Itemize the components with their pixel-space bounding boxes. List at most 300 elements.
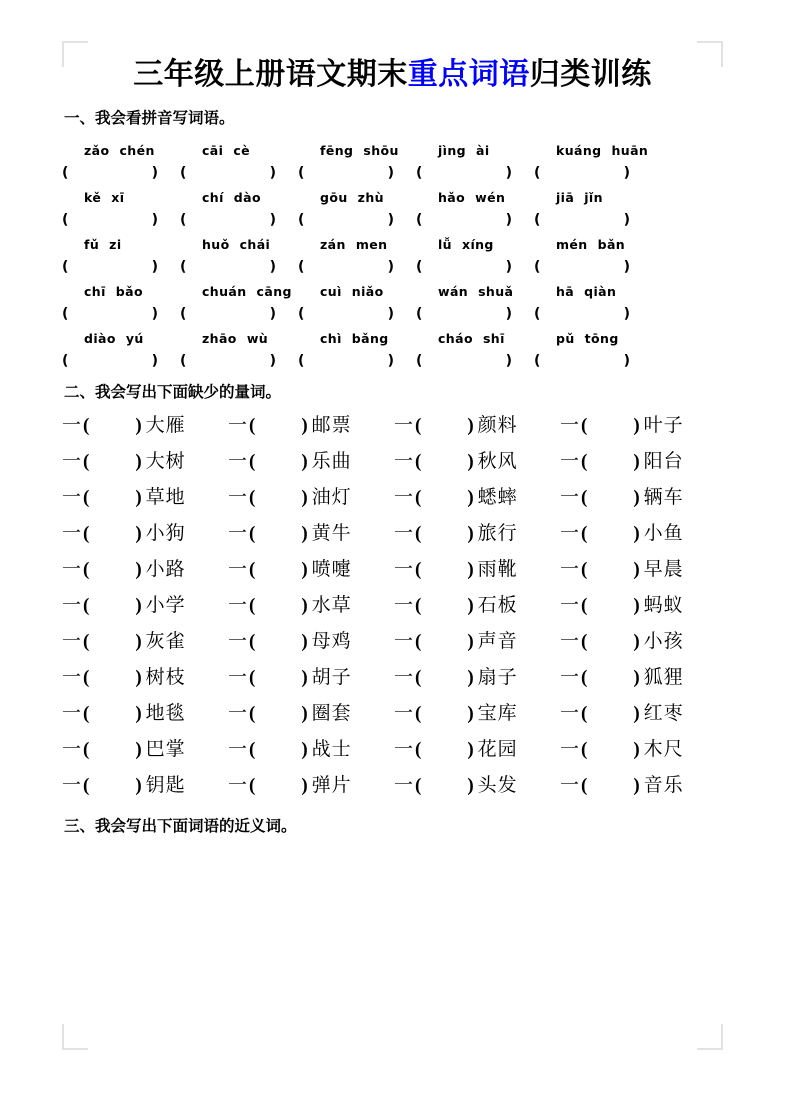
blank-paren-close: ) bbox=[301, 774, 308, 796]
measure-word-item[interactable] bbox=[560, 769, 726, 803]
numeral-one: 一 bbox=[560, 738, 580, 760]
blank-paren-close: ) bbox=[633, 450, 640, 472]
numeral-one: 一 bbox=[62, 558, 82, 580]
measure-word-noun: 红枣 bbox=[643, 702, 684, 724]
answer-bracket-field[interactable] bbox=[534, 259, 652, 275]
blank-paren-open: ( bbox=[249, 522, 256, 544]
answer-bracket-field[interactable] bbox=[62, 306, 180, 322]
pinyin-syllable: ài bbox=[476, 142, 490, 158]
blank-paren-close: ) bbox=[301, 630, 308, 652]
bracket-close: ) bbox=[387, 352, 394, 369]
blank-paren-open: ( bbox=[581, 738, 588, 760]
numeral-one: 一 bbox=[228, 486, 248, 508]
bracket-close: ) bbox=[151, 352, 158, 369]
measure-word-item[interactable] bbox=[228, 589, 394, 623]
bracket-close: ) bbox=[387, 164, 394, 181]
numeral-one: 一 bbox=[228, 666, 248, 688]
measure-word-item[interactable] bbox=[560, 733, 726, 767]
blank-paren-close: ) bbox=[135, 702, 142, 724]
title-text-highlight: 重点词语 bbox=[407, 58, 530, 91]
blank-paren-open: ( bbox=[415, 630, 422, 652]
measure-word-noun: 颜料 bbox=[477, 414, 518, 436]
blank-paren-close: ) bbox=[467, 666, 474, 688]
blank-paren-close: ) bbox=[633, 702, 640, 724]
bracket-open: ( bbox=[298, 164, 305, 181]
numeral-one: 一 bbox=[394, 594, 414, 616]
measure-word-row bbox=[62, 625, 723, 659]
measure-word-row bbox=[62, 661, 723, 695]
measure-word-item[interactable] bbox=[394, 661, 560, 695]
blank-paren-close: ) bbox=[301, 450, 308, 472]
measure-word-noun: 邮票 bbox=[311, 414, 352, 436]
answer-bracket-field[interactable] bbox=[298, 353, 416, 369]
pinyin-syllable: chí bbox=[202, 189, 224, 205]
measure-word-exercise-block bbox=[62, 409, 723, 803]
bracket-open: ( bbox=[534, 305, 541, 322]
answer-bracket-field[interactable] bbox=[298, 165, 416, 181]
numeral-one: 一 bbox=[62, 774, 82, 796]
measure-word-item[interactable] bbox=[62, 769, 228, 803]
measure-word-noun: 花园 bbox=[477, 738, 518, 760]
answer-bracket-field[interactable] bbox=[62, 165, 180, 181]
blank-paren-close: ) bbox=[135, 450, 142, 472]
measure-word-item[interactable] bbox=[228, 769, 394, 803]
numeral-one: 一 bbox=[560, 594, 580, 616]
blank-paren-close: ) bbox=[467, 486, 474, 508]
blank-paren-open: ( bbox=[415, 486, 422, 508]
blank-paren-close: ) bbox=[467, 414, 474, 436]
measure-word-noun: 辆车 bbox=[643, 486, 684, 508]
blank-paren-close: ) bbox=[633, 414, 640, 436]
numeral-one: 一 bbox=[62, 666, 82, 688]
measure-word-noun: 小鱼 bbox=[643, 522, 684, 544]
blank-paren-close: ) bbox=[135, 486, 142, 508]
measure-word-item[interactable] bbox=[228, 409, 394, 443]
blank-paren-close: ) bbox=[633, 558, 640, 580]
measure-word-item[interactable] bbox=[62, 517, 228, 551]
answer-bracket-field[interactable] bbox=[180, 259, 298, 275]
measure-word-noun: 乐曲 bbox=[311, 450, 352, 472]
pinyin-prompt bbox=[202, 284, 320, 299]
title-text-before: 三年级上册语文期末 bbox=[133, 58, 408, 91]
measure-word-noun: 秋风 bbox=[477, 450, 518, 472]
bracket-close: ) bbox=[387, 305, 394, 322]
blank-paren-close: ) bbox=[467, 702, 474, 724]
pinyin-syllable: cuì bbox=[320, 283, 342, 299]
measure-word-item[interactable] bbox=[62, 481, 228, 515]
blank-paren-open: ( bbox=[249, 774, 256, 796]
measure-word-item[interactable] bbox=[62, 661, 228, 695]
pinyin-prompt bbox=[84, 237, 202, 252]
measure-word-item[interactable] bbox=[228, 445, 394, 479]
answer-bracket-field[interactable] bbox=[180, 212, 298, 228]
pinyin-syllable: qiàn bbox=[584, 283, 617, 299]
answer-bracket-field[interactable] bbox=[416, 306, 534, 322]
page-title bbox=[62, 0, 723, 94]
numeral-one: 一 bbox=[394, 486, 414, 508]
measure-word-noun: 头发 bbox=[477, 774, 518, 796]
bracket-close: ) bbox=[151, 164, 158, 181]
blank-paren-open: ( bbox=[249, 594, 256, 616]
blank-paren-open: ( bbox=[415, 702, 422, 724]
measure-word-item[interactable] bbox=[62, 625, 228, 659]
measure-word-item[interactable] bbox=[62, 697, 228, 731]
measure-word-noun: 草地 bbox=[145, 486, 186, 508]
blank-paren-open: ( bbox=[83, 630, 90, 652]
measure-word-row bbox=[62, 409, 723, 443]
blank-paren-close: ) bbox=[467, 450, 474, 472]
blank-paren-close: ) bbox=[301, 666, 308, 688]
bracket-open: ( bbox=[298, 258, 305, 275]
pinyin-row bbox=[62, 331, 723, 369]
measure-word-noun: 木尺 bbox=[643, 738, 684, 760]
pinyin-prompt bbox=[438, 143, 556, 158]
numeral-one: 一 bbox=[62, 630, 82, 652]
bracket-open: ( bbox=[62, 352, 69, 369]
bracket-open: ( bbox=[62, 305, 69, 322]
blank-paren-close: ) bbox=[633, 486, 640, 508]
numeral-one: 一 bbox=[62, 594, 82, 616]
pinyin-answer-line bbox=[62, 353, 723, 369]
blank-paren-close: ) bbox=[301, 558, 308, 580]
measure-word-noun: 扇子 bbox=[477, 666, 518, 688]
measure-word-item[interactable] bbox=[62, 553, 228, 587]
blank-paren-open: ( bbox=[83, 666, 90, 688]
pinyin-syllable: chái bbox=[239, 236, 271, 252]
blank-paren-open: ( bbox=[415, 594, 422, 616]
measure-word-noun: 蚂蚁 bbox=[643, 594, 684, 616]
blank-paren-close: ) bbox=[135, 738, 142, 760]
blank-paren-close: ) bbox=[633, 630, 640, 652]
pinyin-answer-line bbox=[62, 306, 723, 322]
measure-word-item[interactable] bbox=[228, 733, 394, 767]
pinyin-syllable: zán bbox=[320, 236, 346, 252]
answer-bracket-field[interactable] bbox=[416, 259, 534, 275]
numeral-one: 一 bbox=[394, 774, 414, 796]
numeral-one: 一 bbox=[62, 414, 82, 436]
pinyin-syllable: zhāo bbox=[202, 330, 237, 346]
bracket-open: ( bbox=[298, 211, 305, 228]
pinyin-syllable: cāng bbox=[256, 283, 292, 299]
answer-bracket-field[interactable] bbox=[180, 353, 298, 369]
pinyin-prompt bbox=[202, 237, 320, 252]
bracket-open: ( bbox=[416, 211, 423, 228]
blank-paren-open: ( bbox=[83, 594, 90, 616]
blank-paren-open: ( bbox=[83, 738, 90, 760]
pinyin-syllable: mén bbox=[556, 236, 588, 252]
blank-paren-open: ( bbox=[581, 630, 588, 652]
pinyin-prompt bbox=[320, 143, 438, 158]
numeral-one: 一 bbox=[228, 738, 248, 760]
blank-paren-open: ( bbox=[249, 702, 256, 724]
numeral-one: 一 bbox=[560, 486, 580, 508]
pinyin-syllable: cháo bbox=[438, 330, 473, 346]
pinyin-syllable: huǒ bbox=[202, 236, 230, 252]
bracket-open: ( bbox=[534, 164, 541, 181]
answer-bracket-field[interactable] bbox=[62, 259, 180, 275]
pinyin-prompt bbox=[556, 237, 674, 252]
measure-word-item[interactable] bbox=[560, 553, 726, 587]
blank-paren-close: ) bbox=[467, 774, 474, 796]
measure-word-item[interactable] bbox=[394, 481, 560, 515]
pinyin-syllable: gōu bbox=[320, 189, 348, 205]
pinyin-syllable: niǎo bbox=[351, 283, 384, 299]
measure-word-noun: 巴掌 bbox=[145, 738, 186, 760]
measure-word-item[interactable] bbox=[228, 553, 394, 587]
measure-word-item[interactable] bbox=[62, 445, 228, 479]
measure-word-item[interactable] bbox=[560, 625, 726, 659]
numeral-one: 一 bbox=[228, 414, 248, 436]
measure-word-row bbox=[62, 589, 723, 623]
pinyin-syllable: xī bbox=[111, 189, 125, 205]
blank-paren-open: ( bbox=[581, 450, 588, 472]
pinyin-prompt bbox=[320, 237, 438, 252]
blank-paren-open: ( bbox=[415, 414, 422, 436]
blank-paren-close: ) bbox=[301, 522, 308, 544]
measure-word-noun: 地毯 bbox=[145, 702, 186, 724]
blank-paren-open: ( bbox=[415, 666, 422, 688]
pinyin-prompt bbox=[320, 284, 438, 299]
measure-word-item[interactable] bbox=[62, 409, 228, 443]
blank-paren-close: ) bbox=[633, 738, 640, 760]
blank-paren-close: ) bbox=[467, 738, 474, 760]
bracket-open: ( bbox=[180, 352, 187, 369]
measure-word-noun: 树枝 bbox=[145, 666, 186, 688]
measure-word-item[interactable] bbox=[560, 517, 726, 551]
measure-word-item[interactable] bbox=[394, 733, 560, 767]
measure-word-item[interactable] bbox=[228, 625, 394, 659]
pinyin-prompt bbox=[84, 284, 202, 299]
measure-word-noun: 小路 bbox=[145, 558, 186, 580]
pinyin-syllable: yú bbox=[125, 330, 144, 346]
measure-word-item[interactable] bbox=[560, 409, 726, 443]
bracket-close: ) bbox=[505, 164, 512, 181]
pinyin-prompt bbox=[202, 143, 320, 158]
blank-paren-close: ) bbox=[467, 594, 474, 616]
blank-paren-close: ) bbox=[301, 738, 308, 760]
measure-word-item[interactable] bbox=[228, 661, 394, 695]
pinyin-prompt-line bbox=[62, 143, 723, 158]
measure-word-noun: 叶子 bbox=[643, 414, 684, 436]
answer-bracket-field[interactable] bbox=[416, 353, 534, 369]
answer-bracket-field[interactable] bbox=[180, 306, 298, 322]
blank-paren-close: ) bbox=[633, 666, 640, 688]
pinyin-exercise-block bbox=[62, 143, 723, 369]
pinyin-syllable: chì bbox=[320, 330, 342, 346]
answer-bracket-field[interactable] bbox=[534, 212, 652, 228]
measure-word-item[interactable] bbox=[394, 589, 560, 623]
numeral-one: 一 bbox=[560, 702, 580, 724]
blank-paren-close: ) bbox=[301, 594, 308, 616]
measure-word-item[interactable] bbox=[228, 697, 394, 731]
pinyin-syllable: wù bbox=[246, 330, 269, 346]
blank-paren-close: ) bbox=[135, 774, 142, 796]
measure-word-noun: 石板 bbox=[477, 594, 518, 616]
blank-paren-open: ( bbox=[83, 522, 90, 544]
measure-word-noun: 母鸡 bbox=[311, 630, 352, 652]
answer-bracket-field[interactable] bbox=[534, 353, 652, 369]
answer-bracket-field[interactable] bbox=[180, 165, 298, 181]
bracket-close: ) bbox=[387, 211, 394, 228]
bracket-close: ) bbox=[623, 258, 630, 275]
bracket-close: ) bbox=[623, 211, 630, 228]
pinyin-syllable: huān bbox=[611, 142, 649, 158]
blank-paren-open: ( bbox=[249, 486, 256, 508]
pinyin-row bbox=[62, 190, 723, 228]
measure-word-noun: 早晨 bbox=[643, 558, 684, 580]
section-2-heading: 二、我会写出下面缺少的量词。 bbox=[64, 383, 282, 401]
pinyin-prompt-line bbox=[62, 284, 723, 299]
numeral-one: 一 bbox=[228, 774, 248, 796]
measure-word-item[interactable] bbox=[560, 661, 726, 695]
measure-word-item[interactable] bbox=[394, 553, 560, 587]
blank-paren-close: ) bbox=[301, 486, 308, 508]
answer-bracket-field[interactable] bbox=[416, 165, 534, 181]
blank-paren-open: ( bbox=[415, 450, 422, 472]
measure-word-item[interactable] bbox=[560, 589, 726, 623]
blank-paren-open: ( bbox=[581, 774, 588, 796]
numeral-one: 一 bbox=[560, 414, 580, 436]
measure-word-item[interactable] bbox=[62, 589, 228, 623]
answer-bracket-field[interactable] bbox=[62, 353, 180, 369]
blank-paren-open: ( bbox=[581, 594, 588, 616]
measure-word-item[interactable] bbox=[394, 625, 560, 659]
measure-word-noun: 喷嚏 bbox=[311, 558, 352, 580]
measure-word-row bbox=[62, 769, 723, 803]
bracket-close: ) bbox=[505, 211, 512, 228]
measure-word-noun: 大树 bbox=[145, 450, 186, 472]
pinyin-syllable: zi bbox=[109, 236, 122, 252]
bracket-open: ( bbox=[62, 211, 69, 228]
measure-word-item[interactable] bbox=[394, 445, 560, 479]
pinyin-syllable: hǎo bbox=[438, 189, 466, 205]
measure-word-item[interactable] bbox=[560, 445, 726, 479]
pinyin-syllable: cāi bbox=[202, 142, 224, 158]
blank-paren-close: ) bbox=[467, 558, 474, 580]
numeral-one: 一 bbox=[228, 630, 248, 652]
pinyin-syllable: fēng bbox=[320, 142, 354, 158]
measure-word-noun: 弹片 bbox=[311, 774, 352, 796]
measure-word-noun: 战士 bbox=[311, 738, 352, 760]
numeral-one: 一 bbox=[228, 450, 248, 472]
bracket-close: ) bbox=[505, 305, 512, 322]
measure-word-noun: 圈套 bbox=[311, 702, 352, 724]
numeral-one: 一 bbox=[394, 450, 414, 472]
bracket-close: ) bbox=[151, 258, 158, 275]
numeral-one: 一 bbox=[62, 522, 82, 544]
blank-paren-close: ) bbox=[467, 630, 474, 652]
blank-paren-open: ( bbox=[415, 774, 422, 796]
pinyin-syllable: xíng bbox=[461, 236, 494, 252]
answer-bracket-field[interactable] bbox=[534, 165, 652, 181]
answer-bracket-field[interactable] bbox=[298, 306, 416, 322]
bracket-open: ( bbox=[180, 164, 187, 181]
numeral-one: 一 bbox=[394, 558, 414, 580]
answer-bracket-field[interactable] bbox=[416, 212, 534, 228]
measure-word-item[interactable] bbox=[394, 517, 560, 551]
numeral-one: 一 bbox=[560, 450, 580, 472]
answer-bracket-field[interactable] bbox=[534, 306, 652, 322]
bracket-open: ( bbox=[180, 305, 187, 322]
answer-bracket-field[interactable] bbox=[298, 212, 416, 228]
measure-word-noun: 灰雀 bbox=[145, 630, 186, 652]
blank-paren-open: ( bbox=[581, 414, 588, 436]
pinyin-prompt bbox=[556, 284, 674, 299]
section-3-heading: 三、我会写出下面词语的近义词。 bbox=[64, 817, 297, 835]
measure-word-item[interactable] bbox=[394, 769, 560, 803]
pinyin-prompt bbox=[202, 331, 320, 346]
pinyin-answer-line bbox=[62, 165, 723, 181]
pinyin-syllable: diào bbox=[84, 330, 116, 346]
numeral-one: 一 bbox=[62, 738, 82, 760]
pinyin-syllable: jìng bbox=[438, 142, 467, 158]
blank-paren-open: ( bbox=[83, 450, 90, 472]
bracket-open: ( bbox=[534, 258, 541, 275]
measure-word-item[interactable] bbox=[228, 481, 394, 515]
measure-word-noun: 水草 bbox=[311, 594, 352, 616]
title-text-after: 归类训练 bbox=[529, 58, 652, 91]
blank-paren-open: ( bbox=[581, 702, 588, 724]
section-1-heading: 一、我会看拼音写词语。 bbox=[64, 109, 235, 127]
pinyin-prompt bbox=[84, 143, 202, 158]
bracket-open: ( bbox=[416, 258, 423, 275]
blank-paren-open: ( bbox=[581, 486, 588, 508]
bracket-open: ( bbox=[62, 164, 69, 181]
blank-paren-close: ) bbox=[135, 594, 142, 616]
blank-paren-open: ( bbox=[83, 702, 90, 724]
pinyin-prompt bbox=[84, 190, 202, 205]
measure-word-noun: 小孩 bbox=[643, 630, 684, 652]
blank-paren-open: ( bbox=[581, 666, 588, 688]
measure-word-row bbox=[62, 481, 723, 515]
pinyin-prompt bbox=[320, 190, 438, 205]
measure-word-noun: 宝库 bbox=[477, 702, 518, 724]
pinyin-syllable: lǚ bbox=[438, 236, 452, 252]
numeral-one: 一 bbox=[228, 522, 248, 544]
blank-paren-open: ( bbox=[581, 522, 588, 544]
blank-paren-close: ) bbox=[301, 414, 308, 436]
measure-word-item[interactable] bbox=[228, 517, 394, 551]
pinyin-syllable: kuáng bbox=[556, 142, 602, 158]
measure-word-item[interactable] bbox=[560, 697, 726, 731]
bracket-close: ) bbox=[151, 305, 158, 322]
measure-word-item[interactable] bbox=[560, 481, 726, 515]
blank-paren-close: ) bbox=[301, 702, 308, 724]
measure-word-item[interactable] bbox=[394, 409, 560, 443]
blank-paren-close: ) bbox=[135, 558, 142, 580]
measure-word-item[interactable] bbox=[62, 733, 228, 767]
answer-bracket-field[interactable] bbox=[298, 259, 416, 275]
bracket-open: ( bbox=[180, 258, 187, 275]
bracket-open: ( bbox=[416, 305, 423, 322]
measure-word-row bbox=[62, 553, 723, 587]
pinyin-syllable: bǎo bbox=[115, 283, 143, 299]
pinyin-prompt bbox=[556, 143, 674, 158]
pinyin-syllable: pǔ bbox=[556, 330, 575, 346]
pinyin-prompt bbox=[556, 331, 674, 346]
measure-word-item[interactable] bbox=[394, 697, 560, 731]
bracket-close: ) bbox=[269, 211, 276, 228]
blank-paren-open: ( bbox=[249, 558, 256, 580]
blank-paren-open: ( bbox=[415, 522, 422, 544]
measure-word-noun: 声音 bbox=[477, 630, 518, 652]
measure-word-noun: 小学 bbox=[145, 594, 186, 616]
numeral-one: 一 bbox=[228, 594, 248, 616]
pinyin-prompt bbox=[556, 190, 674, 205]
answer-bracket-field[interactable] bbox=[62, 212, 180, 228]
pinyin-row bbox=[62, 143, 723, 181]
numeral-one: 一 bbox=[62, 486, 82, 508]
